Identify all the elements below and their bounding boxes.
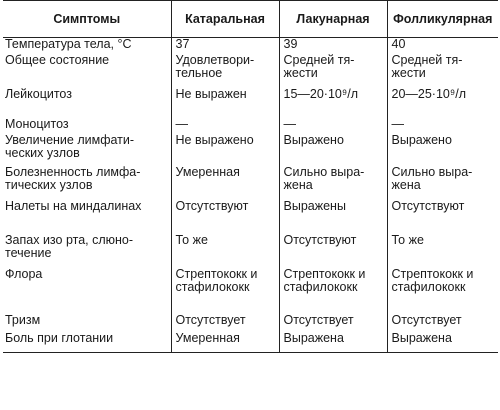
symptom-cell: Моноцитоз — [5, 117, 69, 131]
lacunar-cell: 39 — [279, 38, 387, 55]
lacunar-cell: Сильно выра- жена — [279, 166, 387, 200]
header-symptoms: Симптомы — [3, 1, 171, 38]
symptom-cell: Увеличение лимфати- ческих узлов — [5, 133, 135, 160]
lacunar-cell: Отсутствует — [279, 314, 387, 332]
follicular-cell: 40 — [387, 38, 498, 55]
table-row — [3, 54, 498, 88]
table-body — [3, 38, 498, 353]
follicular-cell: Стрептококк и стафилококк — [387, 268, 498, 314]
follicular-cell: — — [387, 118, 498, 134]
table-row — [3, 268, 498, 314]
table-header — [3, 1, 498, 38]
table-row — [3, 234, 498, 268]
catarrhal-cell: Стрептококк и стафилококк — [171, 268, 279, 314]
table-row — [3, 166, 498, 200]
header-lacunar: Лакунарная — [279, 1, 387, 38]
follicular-cell: Отсутствуют — [387, 200, 498, 234]
symptom-cell: Флора — [5, 267, 43, 281]
header-follicular: Фолликулярная — [387, 1, 498, 38]
catarrhal-cell: Умеренная — [171, 166, 279, 200]
lacunar-cell: Выражены — [279, 200, 387, 234]
table-row — [3, 134, 498, 166]
catarrhal-cell: Не выражено — [171, 134, 279, 166]
symptom-cell: Общее состояние — [5, 53, 110, 67]
symptom-cell: Боль при глотании — [3, 332, 171, 353]
follicular-cell: Сильно выра- жена — [387, 166, 498, 200]
symptoms-table — [3, 0, 498, 353]
symptom-cell: Тризм — [5, 313, 41, 327]
lacunar-cell: Средней тя- жести — [279, 54, 387, 88]
catarrhal-cell: Отсутствуют — [171, 200, 279, 234]
catarrhal-cell: 37 — [171, 38, 279, 55]
follicular-cell: 20—25·10⁹/л — [387, 88, 498, 118]
lacunar-cell: — — [279, 118, 387, 134]
catarrhal-cell: — — [171, 118, 279, 134]
catarrhal-cell: Удовлетвори- тельное — [171, 54, 279, 88]
follicular-cell: Выражена — [387, 332, 498, 353]
table-row — [3, 332, 498, 353]
symptom-cell: Налеты на миндалинах — [5, 199, 142, 213]
lacunar-cell: Выражено — [279, 134, 387, 166]
follicular-cell: Отсутствует — [387, 314, 498, 332]
table-row — [3, 200, 498, 234]
catarrhal-cell: То же — [171, 234, 279, 268]
catarrhal-cell: Умеренная — [171, 332, 279, 353]
follicular-cell: Средней тя- жести — [387, 54, 498, 88]
table-row — [3, 314, 498, 332]
catarrhal-cell: Отсутствует — [171, 314, 279, 332]
catarrhal-cell: Не выражен — [171, 88, 279, 118]
lacunar-cell: Выражена — [279, 332, 387, 353]
lacunar-cell: Стрептококк и стафилококк — [279, 268, 387, 314]
table-row — [3, 38, 498, 55]
header-row — [3, 1, 498, 38]
lacunar-cell: Отсутствуют — [279, 234, 387, 268]
follicular-cell: Выражено — [387, 134, 498, 166]
follicular-cell: То же — [387, 234, 498, 268]
table-row — [3, 88, 498, 118]
symptom-cell: Температура тела, °С — [5, 37, 132, 51]
symptom-cell: Лейкоцитоз — [5, 87, 72, 101]
symptom-cell: Болезненность лимфа- тических узлов — [5, 165, 141, 192]
lacunar-cell: 15—20·10⁹/л — [279, 88, 387, 118]
header-catarrhal: Катаральная — [171, 1, 279, 38]
symptom-cell: Запах изо рта, слюно- течение — [5, 233, 134, 260]
table-row — [3, 118, 498, 134]
